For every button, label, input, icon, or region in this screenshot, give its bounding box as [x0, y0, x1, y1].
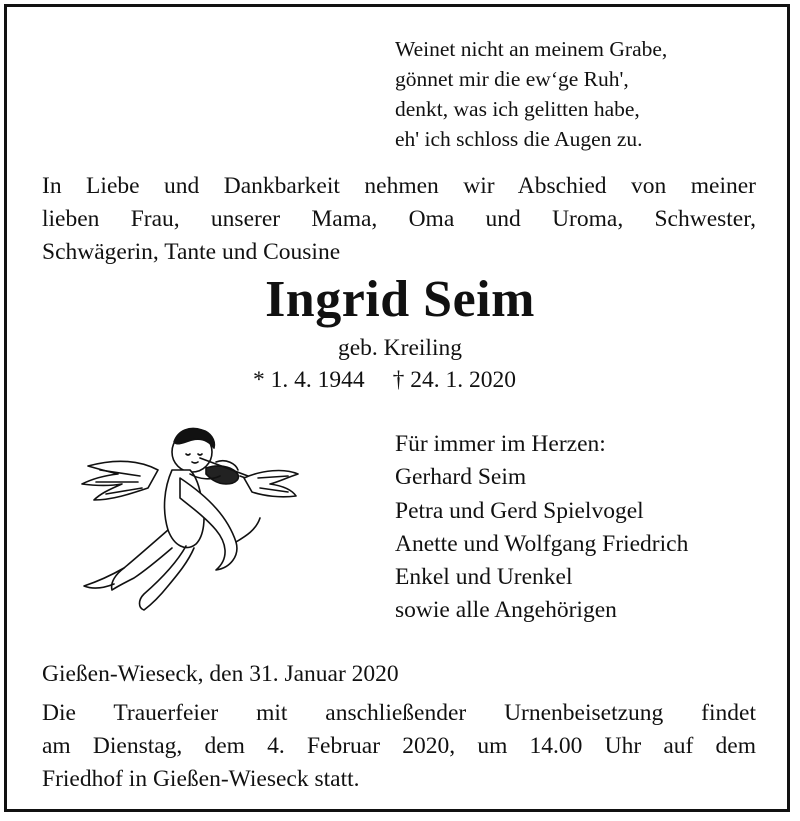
intro-line: Schwägerin, Tante und Cousine [42, 239, 341, 265]
mourner-name: Anette und Wolfgang Friedrich [395, 530, 689, 557]
mourners-list [395, 428, 688, 628]
mourner-name: sowie alle Angehörigen [395, 597, 617, 624]
mourner-name: Enkel und Urenkel [395, 564, 573, 591]
intro-line: lieben Frau, unserer Mama, Oma und Uroma, Schwester, [42, 206, 756, 232]
poem-line: denkt, was ich gelitten habe, [395, 97, 640, 121]
poem-line: Weinet nicht an meinem Grabe, [395, 37, 668, 61]
poem-line: eh' ich schloss die Augen zu. [395, 127, 643, 151]
life-dates [253, 365, 516, 395]
poem-line: gönnet mir die ew‘ge Ruh', [395, 67, 629, 91]
mourner-name: Gerhard Seim [395, 464, 527, 491]
poem [395, 34, 667, 154]
service-line: am Dienstag, dem 4. Februar 2020, um 14.00 Uhr auf dem [42, 733, 756, 759]
cherub-with-violin-icon [40, 418, 310, 618]
mourners-heading: Für immer im Herzen: [395, 431, 606, 457]
service-line: Die Trauerfeier mit anschließender Urnenbeisetzung findet [42, 700, 756, 726]
deceased-name: Ingrid Seim [265, 271, 535, 328]
mourner-name: Petra und Gerd Spielvogel [395, 497, 644, 524]
service-line: Friedhof in Gießen-Wieseck statt. [42, 766, 360, 792]
intro-text [42, 170, 756, 269]
birth-date: * 1. 4. 1944 [253, 367, 365, 393]
maiden-name: geb. Kreiling [338, 335, 462, 361]
death-date: † 24. 1. 2020 [392, 367, 516, 393]
place-date: Gießen-Wieseck, den 31. Januar 2020 [42, 661, 399, 687]
intro-line: In Liebe und Dankbarkeit nehmen wir Abschied von meiner [42, 173, 756, 199]
service-info [42, 697, 756, 796]
